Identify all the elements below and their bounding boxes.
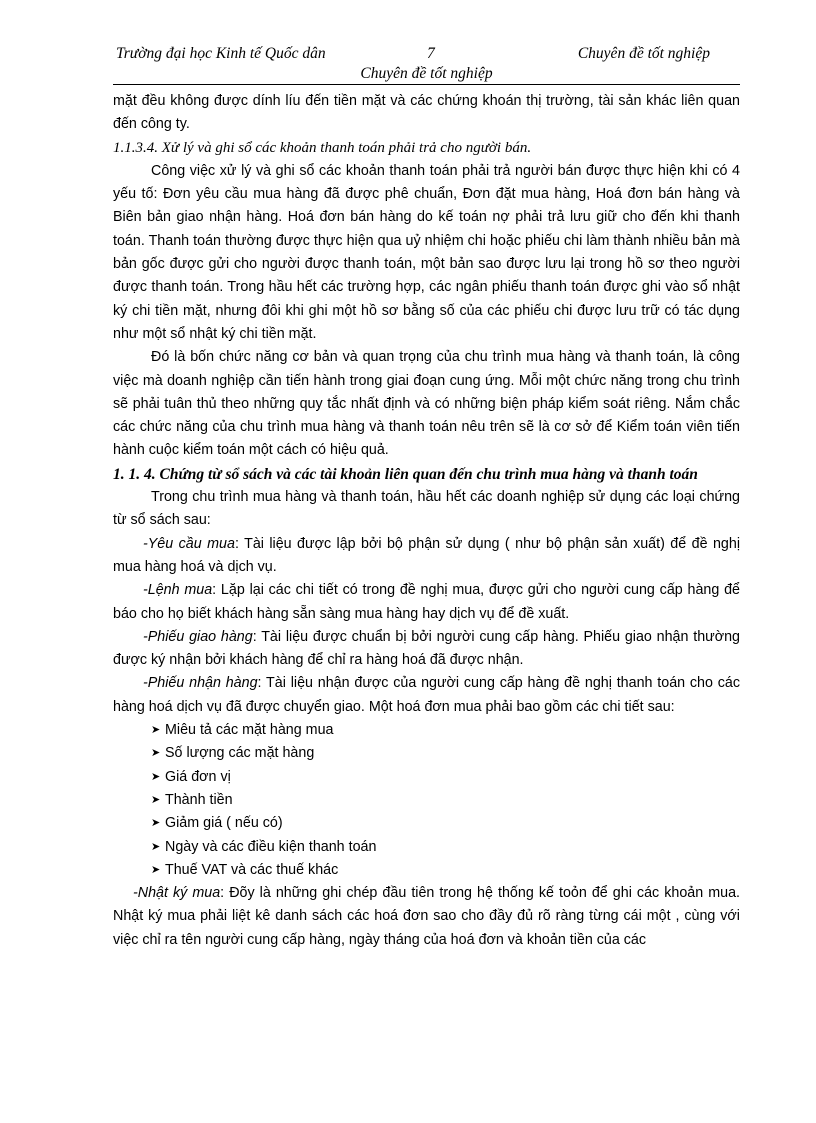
paragraph-payment-processing: Công việc xử lý và ghi sổ các khoản thanh toán phải trả người bán được thực hiện khi có 4 yếu tố: Đơn yêu cầu mua hàng đã được phê chuẩn, Đơn đặt mua hàng, Hoá đơn bán hàng và Biên bản giao nhận hàng. Hoá đơn bán hàng do kế toán nợ phải trả lưu giữ cho đến khi thanh toán. Thanh toán thường được thực hiện qua uỷ nhiệm chi hoặc phiếu chi làm thành nhiều bản mà bản gốc được gửi cho người được thanh toán, một bản sao được lưu lại trong hồ sơ theo người được thanh toán. Trong hầu hết các trường hợp, các ngân phiếu thanh toán được ghi vào sổ nhật ký chi tiền mặt, nhưng đôi khi ghi một hồ sơ bằng số của các phiếu chi được lưu trữ có tác dụng như một sổ nhật ký chi tiền mặt. <box>113 162 740 342</box>
paragraph-continued: mặt đều không được dính líu đến tiền mặt và các chứng khoán thị trường, tài sản khác liên quan đến công ty. <box>113 93 740 133</box>
list-item <box>151 789 740 812</box>
header-school: Trường đại học Kinh tế Quốc dân <box>116 45 326 62</box>
item-purchase-order <box>113 579 740 626</box>
arrow-bullet-icon: ➤ <box>151 724 161 737</box>
item-term: -Phiếu giao hàng <box>143 628 253 645</box>
arrow-bullet-icon: ➤ <box>151 863 161 876</box>
item-term: -Lệnh mua <box>143 582 213 599</box>
item-text: : Lặp lại các chi tiết có trong đề nghị mua, được gửi cho người cung cấp hàng để báo cho họ biết khách hàng sẵn sàng mua hàng hay dịch vụ để đề xuất. <box>113 582 740 622</box>
header-title: Chuyên đề tốt nghiệp <box>577 45 710 62</box>
arrow-bullet-icon: ➤ <box>151 817 161 830</box>
list-item <box>151 766 740 789</box>
paragraph-four-functions: Đó là bốn chức năng cơ bản và quan trọng của chu trình mua hàng và thanh toán, là công việc mà doanh nghiệp cần tiến hành trong giai đoạn cung ứng. Mỗi một chức năng trong chu trình sẽ phải tuân thủ theo những quy tắc nhất định và có những biện pháp kiểm soát riêng. Nắm chắc các chức năng của chu trình mua hàng và thanh toán nêu trên sẽ là cơ sở để Kiểm toán viên tiến hành cuộc kiểm toán một cách có hiệu quả. <box>113 349 740 459</box>
item-text: : Tài liệu nhận được của người cung cấp hàng đề nghị thanh toán cho các hàng hoá dịch vụ đã được chuyển giao. Một hoá đơn mua phải bao gồm các chi tiết sau: <box>113 675 740 715</box>
item-term: -Phiếu nhận hàng <box>143 675 258 692</box>
item-term: -Nhật ký mua <box>133 885 221 902</box>
item-text: : Tài liệu được lập bởi bộ phận sử dụng ( như bộ phận sản xuất) để đề nghị mua hàng hoá và dịch vụ. <box>113 535 740 575</box>
page-header <box>113 40 740 85</box>
item-text: : Đõy là những ghi chép đầu tiên trong hệ thống kế toỏn để ghi các khoản mua. Nhật ký mua phải liệt kê danh sách các hoá đơn sao cho đầy đủ rõ ràng từng cái một , cùng với việc chỉ ra tên người cung cấp hàng, ngày tháng của hoá đơn và khoản tiền của các <box>113 885 741 948</box>
list-item <box>151 859 740 882</box>
item-purchase-request <box>113 533 740 580</box>
item-term: -Yêu cầu mua <box>143 535 235 552</box>
item-text: : Tài liệu được chuẩn bị bởi người cung cấp hàng. Phiếu giao nhận thường được ký nhận bởi khách hàng để chỉ ra hàng hoá đã được nhận. <box>113 628 740 669</box>
list-item <box>151 836 740 859</box>
list-item <box>151 719 740 742</box>
list-item-text: Miêu tả các mặt hàng mua <box>165 722 334 739</box>
arrow-bullet-icon: ➤ <box>151 840 161 853</box>
list-item-text: Giảm giá ( nếu có) <box>165 815 283 832</box>
paragraph-documents-intro: Trong chu trình mua hàng và thanh toán, hầu hết các doanh nghiệp sử dụng các loại chứng từ sổ sách sau: <box>113 489 740 529</box>
list-item-text: Số lượng các mặt hàng <box>165 745 315 762</box>
section-heading-1-1-3-4: 1.1.3.4. Xử lý và ghi sổ các khoản thanh toán phải trả cho người bán. <box>113 139 532 156</box>
item-receiving-slip <box>113 672 740 719</box>
list-item-text: Thuế VAT và các thuế khác <box>165 861 339 878</box>
section-heading-1-1-4: 1. 1. 4. Chứng từ sổ sách và các tài khoản liên quan đến chu trình mua hàng và thanh toán <box>113 465 698 483</box>
document-body <box>113 85 740 952</box>
list-item <box>151 742 740 765</box>
page-number: 7 <box>427 45 435 62</box>
item-purchase-journal <box>113 882 740 952</box>
arrow-bullet-icon: ➤ <box>151 770 161 783</box>
list-item-text: Thành tiền <box>165 791 233 808</box>
header-subtitle: Chuyên đề tốt nghiệp <box>360 65 493 82</box>
item-delivery-slip <box>113 626 740 673</box>
list-item <box>151 812 740 835</box>
list-item-text: Giá đơn vị <box>165 768 231 785</box>
arrow-bullet-icon: ➤ <box>151 747 161 760</box>
document-page <box>113 40 740 952</box>
invoice-details-list <box>113 719 740 882</box>
arrow-bullet-icon: ➤ <box>151 793 161 806</box>
list-item-text: Ngày và các điều kiện thanh toán <box>165 838 377 855</box>
